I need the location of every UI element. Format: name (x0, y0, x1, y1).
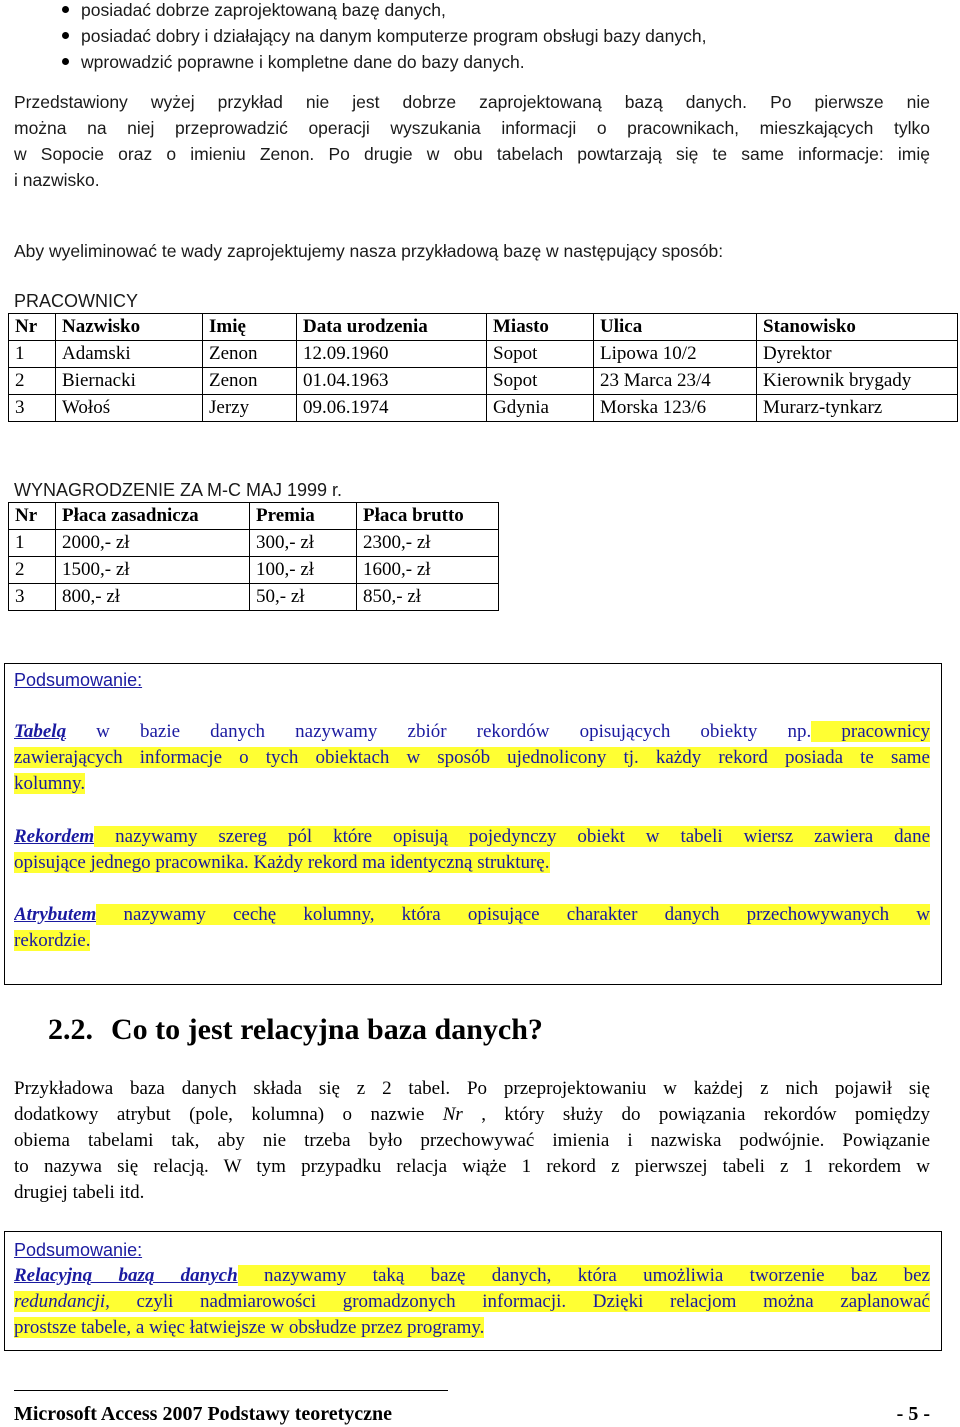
column-header: Płaca zasadnicza (56, 503, 250, 530)
definition-atrybut (14, 902, 930, 954)
column-header: Ulica (594, 314, 757, 341)
paragraph-line: można na niej przeprowadzić operacji wyszukania informacji o pracownikach, mieszkających tylko (14, 118, 930, 138)
table-cell: 09.06.1974 (297, 395, 487, 422)
term-rekord: Rekordem (14, 826, 95, 847)
definition-text-highlight: nazywamy taką bazę danych, która umożliwia tworzenie baz bez (237, 1265, 930, 1286)
table-cell: 100,- zł (250, 557, 357, 584)
column-header: Miasto (487, 314, 594, 341)
page-number: - 5 - (896, 1403, 930, 1425)
table-header-row (9, 314, 958, 341)
table-cell: 300,- zł (250, 530, 357, 557)
column-header: Imię (203, 314, 297, 341)
definition-text-highlight: kolumny. (14, 773, 86, 794)
table-cell: Lipowa 10/2 (594, 341, 757, 368)
salary-table (8, 502, 499, 611)
section-heading (48, 1013, 543, 1047)
table-cell: 3 (9, 395, 56, 422)
definition-rekord (14, 824, 930, 876)
definition-text-italic: redundancji (14, 1291, 106, 1312)
table-cell: 23 Marca 23/4 (594, 368, 757, 395)
table-row (9, 341, 958, 368)
bullet-text: posiadać dobrze zaprojektowaną bazę danych, (81, 0, 446, 20)
table-cell: 1600,- zł (357, 557, 499, 584)
paragraph-line: to nazywa się relacją. W tym przypadku relacja wiąże 1 rekord z pierwszej tabeli z 1 rekordem w (14, 1156, 930, 1177)
table-row (9, 530, 499, 557)
paragraph-line: Przedstawiony wyżej przykład nie jest dobrze zaprojektowaną bazą danych. Po pierwsze nie (14, 92, 930, 112)
table-cell: Sopot (487, 341, 594, 368)
summary-title: Podsumowanie: (14, 670, 143, 690)
paragraph-text-italic: Nr (442, 1104, 463, 1125)
table-cell: 2300,- zł (357, 530, 499, 557)
paragraph-text: , który służy do powiązania rekordów pomiędzy (462, 1104, 930, 1125)
table-cell: 3 (9, 584, 56, 611)
term-atrybut: Atrybutem (14, 904, 97, 925)
table-row (9, 557, 499, 584)
paragraph-redesign (14, 238, 930, 264)
column-header: Data urodzenia (297, 314, 487, 341)
table-caption-pracownicy: PRACOWNICY (14, 291, 139, 311)
table-cell: Murarz-tynkarz (757, 395, 958, 422)
table-cell: Gdynia (487, 395, 594, 422)
definition-text-highlight: nazywamy szereg pól które opisują pojedynczy obiekt w tabeli wiersz zawiera dane (94, 826, 930, 847)
table-cell: Morska 123/6 (594, 395, 757, 422)
paragraph-line: w Sopocie oraz o imieniu Zenon. Po drugie w obu tabelach powtarzają się te same informacje: imię (14, 144, 930, 164)
table-cell: Zenon (203, 341, 297, 368)
definition-text-highlight: pracownicy (811, 721, 930, 742)
table-cell: 2 (9, 368, 56, 395)
definition-text-highlight: rekordzie. (14, 930, 91, 951)
table-cell: Sopot (487, 368, 594, 395)
bullet-icon (62, 58, 69, 65)
column-header: Premia (250, 503, 357, 530)
paragraph-line: i nazwisko. (14, 170, 100, 190)
table-cell: Adamski (56, 341, 203, 368)
page-footer (14, 1401, 930, 1427)
paragraph-line: obiema tabelami tak, aby nie trzeba było przechowywać imienia i nazwiska podwójnie. Powiązanie (14, 1130, 930, 1151)
definition-text-highlight: prostsze tabele, a więc łatwiejsze w obsłudze przez programy. (14, 1317, 485, 1338)
paragraph-line: Aby wyeliminować te wady zaprojektujemy nasza przykładową bazę w następujący sposób: (14, 241, 724, 261)
table-cell: Kierownik brygady (757, 368, 958, 395)
table-cell: 800,- zł (56, 584, 250, 611)
table-cell: 50,- zł (250, 584, 357, 611)
definition-relacyjna-baza (14, 1263, 930, 1341)
definition-text: w bazie danych nazywamy zbiór rekordów opisujących obiekty np. (66, 721, 812, 742)
paragraph-line: Przykładowa baza danych składa się z 2 tabel. Po przeprojektowaniu w każdej z nich pojawił się (14, 1078, 930, 1099)
section-number: 2.2. (48, 1013, 93, 1046)
table-cell: Biernacki (56, 368, 203, 395)
definition-text-highlight: zawierających informacje o tych obiektach w sposób ujednolicony tj. każdy rekord posiada te same (14, 747, 930, 768)
table-cell: 1500,- zł (56, 557, 250, 584)
footer-title: Microsoft Access 2007 Podstawy teoretyczne (14, 1403, 393, 1425)
term-tabela: Tabelą (14, 721, 67, 742)
table-cell: 2 (9, 557, 56, 584)
definition-text-highlight: opisujące jednego pracownika. Każdy rekord ma identyczną strukturę. (14, 852, 550, 873)
column-header: Nr (9, 503, 56, 530)
term-relacyjna-baza: Relacyjną bazą danych (14, 1265, 238, 1286)
bullet-item (14, 0, 934, 23)
column-header: Nazwisko (56, 314, 203, 341)
paragraph-design-issues (14, 89, 930, 193)
table-row (9, 584, 499, 611)
table-caption-wynagrodzenie: WYNAGRODZENIE ZA M-C MAJ 1999 r. (14, 480, 343, 500)
table-cell: Zenon (203, 368, 297, 395)
table-cell: 1 (9, 341, 56, 368)
column-header: Stanowisko (757, 314, 958, 341)
employees-table (8, 313, 958, 422)
table-cell: 1 (9, 530, 56, 557)
paragraph-text: dodatkowy atrybut (pole, kolumna) o nazwie (14, 1104, 443, 1125)
bullet-list (14, 0, 934, 75)
bullet-item (14, 49, 934, 75)
table-cell: Wołoś (56, 395, 203, 422)
table-row (9, 395, 958, 422)
table-header-row (9, 503, 499, 530)
table-cell: 850,- zł (357, 584, 499, 611)
bullet-item (14, 23, 934, 49)
paragraph-relations (14, 1076, 930, 1206)
table-cell: 12.09.1960 (297, 341, 487, 368)
bullet-icon (62, 6, 69, 13)
definition-text-highlight: nazywamy cechę kolumny, która opisujące charakter danych przechowywanych w (96, 904, 930, 925)
definition-tabela (14, 719, 930, 797)
summary-title: Podsumowanie: (14, 1240, 143, 1260)
bullet-text: posiadać dobry i działający na danym komputerze program obsługi bazy danych, (81, 26, 707, 46)
section-title: Co to jest relacyjna baza danych? (111, 1013, 543, 1046)
table-cell: Dyrektor (757, 341, 958, 368)
table-cell: 01.04.1963 (297, 368, 487, 395)
footer-rule (14, 1390, 448, 1391)
table-cell: Jerzy (203, 395, 297, 422)
column-header: Nr (9, 314, 56, 341)
table-row (9, 368, 958, 395)
table-cell: 2000,- zł (56, 530, 250, 557)
bullet-icon (62, 32, 69, 39)
bullet-text: wprowadzić poprawne i kompletne dane do bazy danych. (81, 52, 525, 72)
column-header: Płaca brutto (357, 503, 499, 530)
definition-text-highlight: , czyli nadmiarowości gromadzonych informacji. Dzięki relacjom można zaplanować (105, 1291, 930, 1312)
paragraph-line: drugiej tabeli itd. (14, 1182, 145, 1203)
